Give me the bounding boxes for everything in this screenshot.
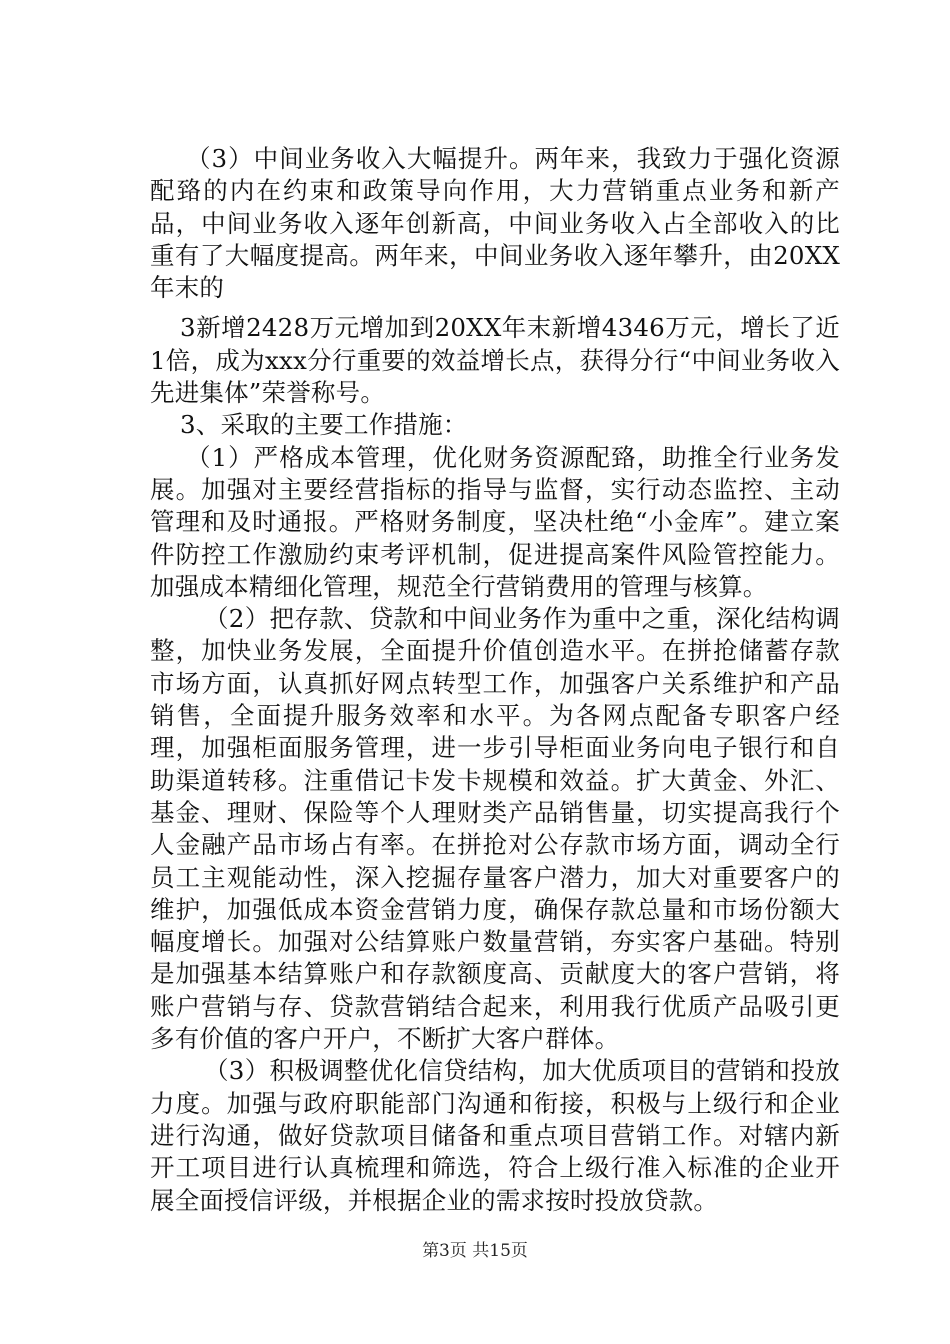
page-footer: 第3页 共15页 xyxy=(422,1241,528,1261)
paragraph-income-growth: 3新增2428万元增加到20XX年末新增4346万元，增长了近1倍，成为xxx分行重要的效益增长点，获得分行“中间业务收入先进集体”荣誉称号。 xyxy=(150,313,840,408)
paragraph-credit-structure: （3）积极调整优化信贷结构，加大优质项目的营销和投放力度。加强与政府职能部门沟通和衔接，积极与上级行和企业进行沟通，做好贷款项目储备和重点项目营销工作。对辖内新开工项目进行认真梳理和筛选，符合上级行准入标准的企业开展全面授信评级，并根据企业的需求按时投放贷款。 xyxy=(150,1056,840,1215)
paragraph-deposits-loans: （2）把存款、贷款和中间业务作为重中之重，深化结构调整，加快业务发展，全面提升价值创造水平。在拼抢储蓄存款市场方面，认真抓好网点转型工作，加强客户关系维护和产品销售，全面提升服务效率和水平。为各网点配备专职客户经理，加强柜面服务管理，进一步引导柜面业务向电子银行和自助渠道转移。注重借记卡发卡规模和效益。扩大黄金、外汇、基金、理财、保险等个人理财类产品销售量，切实提高我行个人金融产品市场占有率。在拼抢对公存款市场方面，调动全行员工主观能动性，深入挖掘存量客户潜力，加大对重要客户的维护，加强低成本资金营销力度，确保存款总量和市场份额大幅度增长。加强对公结算账户数量营销，夯实客户基础。特别是加强基本结算账户和存款额度高、贡献度大的客户营销，将账户营销与存、贷款营销结合起来，利用我行优质产品吸引更多有价值的客户开户，不断扩大客户群体。 xyxy=(150,604,840,1054)
paragraph-cost-management: （1）严格成本管理，优化财务资源配臵，助推全行业务发展。加强对主要经营指标的指导与监督，实行动态监控、主动管理和及时通报。严格财务制度，坚决杜绝“小金库”。建立案件防控工作激励约束考评机制，促进提高案件风险管控能力。加强成本精细化管理，规范全行营销费用的管理与核算。 xyxy=(150,442,840,601)
paragraph-spacer xyxy=(150,304,840,312)
paragraph-intermediate-income: （3）中间业务收入大幅提升。两年来，我致力于强化资源配臵的内在约束和政策导向作用，大力营销重点业务和新产品，中间业务收入逐年创新高，中间业务收入占全部收入的比重有了大幅度提高。两年来，中间业务收入逐年攀升，由20XX年末的 xyxy=(150,144,840,303)
document-body xyxy=(150,143,840,1217)
section-heading-measures: 3、采取的主要工作措施： xyxy=(180,410,468,440)
